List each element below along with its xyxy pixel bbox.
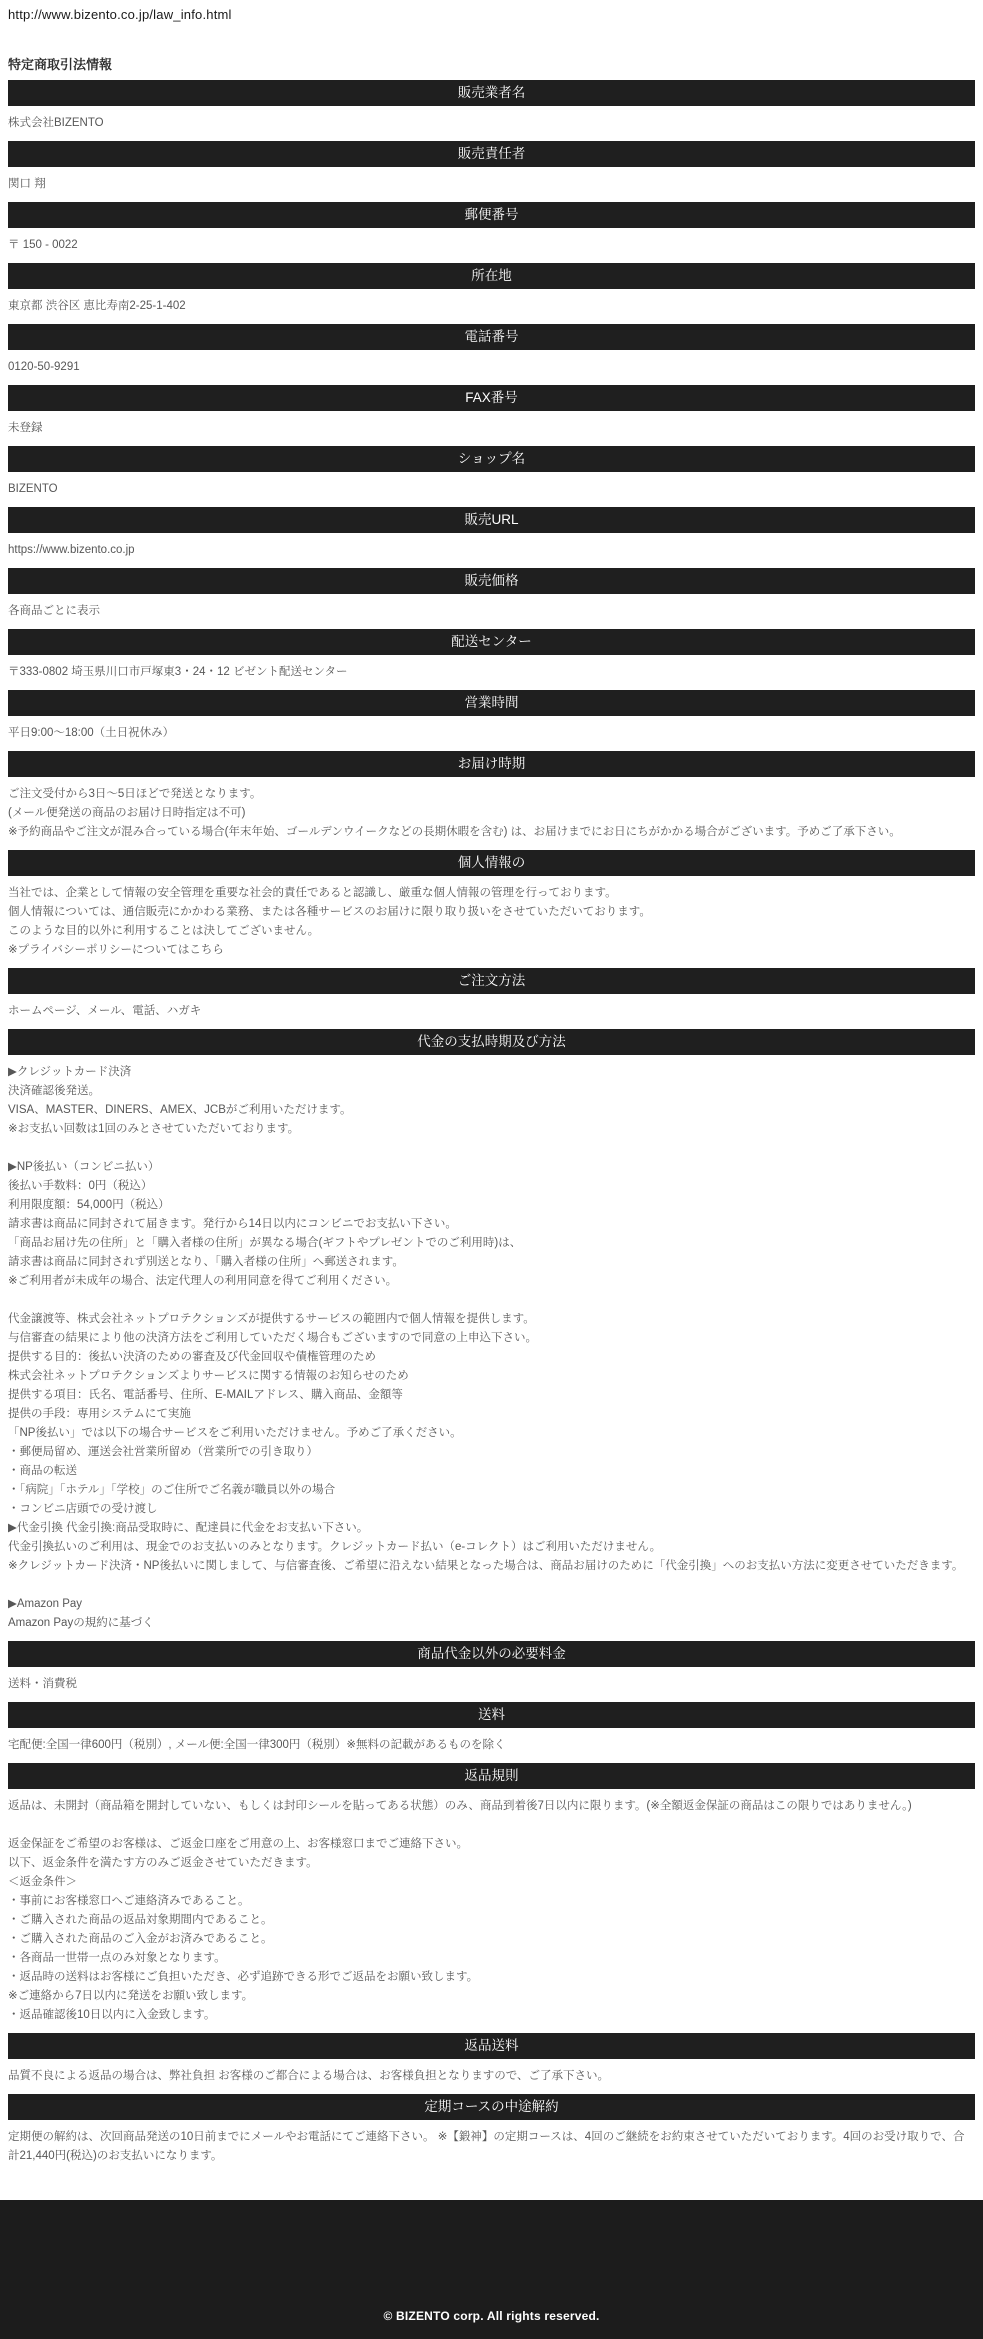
section-line: ・「病院」「ホテル」「学校」のご住所でご名義が職員以外の場合	[8, 1484, 336, 1496]
section-line	[8, 1576, 975, 1595]
section-line: 未登録	[8, 422, 43, 434]
section-body	[8, 419, 975, 438]
section-line: ホームページ、メール、電話、ハガキ	[8, 1005, 202, 1017]
section-header	[8, 324, 975, 350]
section-body	[8, 724, 975, 743]
section-line: 関口 翔	[8, 178, 46, 190]
section-header	[8, 446, 975, 472]
law-section	[0, 385, 983, 438]
section-header-label: FAX番号	[465, 390, 518, 405]
section-header-label: お届け時期	[457, 756, 526, 771]
section-line: 個人情報については、通信販売にかかわる業務、または各種サービスのお届けに限り取り扱いをさせていただいております。	[8, 906, 651, 918]
section-body	[8, 541, 975, 560]
section-line	[8, 1291, 975, 1310]
section-line: 利用限度額：54,000円（税込）	[8, 1199, 170, 1211]
section-line: ▶Amazon Pay	[8, 1598, 83, 1610]
section-line: ・ご購入された商品のご入金がお済みであること。	[8, 1933, 273, 1945]
section-body	[8, 1063, 975, 1633]
section-header-label: 所在地	[471, 268, 512, 283]
section-line	[8, 1139, 975, 1158]
section-line: ▶NP後払い（コンビニ払い）	[8, 1161, 160, 1173]
section-header-label: 配送センター	[451, 634, 532, 649]
section-line: ※プライバシーポリシーについてはこちら	[8, 944, 224, 956]
section-line: 返品は、未開封（商品箱を開封していない、もしくは封印シールを貼ってある状態）のみ、商品到着後7日以内に限ります。(※全額返金保証の商品はこの限りではありません。)	[8, 1800, 912, 1812]
law-section	[0, 568, 983, 621]
law-section	[0, 1702, 983, 1755]
law-section	[0, 507, 983, 560]
page-title: 特定商取引法情報	[8, 57, 113, 72]
section-header-label: 定期コースの中途解約	[424, 2099, 559, 2114]
section-body	[8, 663, 975, 682]
section-line: ※クレジットカード決済・NP後払いに関しまして、与信審査後、ご希望に沿えない結果となった場合は、商品お届けのために「代金引換」へのお支払い方法に変更させていただきます。	[8, 1560, 964, 1572]
section-line: 宅配便:全国一律600円（税別）, メール便:全国一律300円（税別）※無料の記載があるものを除く	[8, 1739, 506, 1751]
section-line: Amazon Payの規約に基づく	[8, 1617, 154, 1629]
section-line: 株式会社ネットプロテクションズよりサービスに関する情報のお知らせのため	[8, 1370, 409, 1382]
section-header	[8, 385, 975, 411]
law-section	[0, 80, 983, 133]
law-section	[0, 324, 983, 377]
section-line: このような目的以外に利用することは決してございません。	[8, 925, 320, 937]
section-line: 品質不良による返品の場合は、弊社負担 お客様のご都合による場合は、お客様負担となりますので、ご了承下さい。	[8, 2070, 609, 2082]
section-header-label: ショップ名	[457, 451, 526, 466]
section-body	[8, 2128, 975, 2166]
section-header	[8, 141, 975, 167]
section-line: 平日9:00～18:00（土日祝休み）	[8, 727, 175, 739]
section-header-label: 返品規則	[464, 1768, 519, 1783]
section-header-label: 郵便番号	[464, 207, 519, 222]
section-line: 〒333-0802 埼玉県川口市戸塚東3・24・12 ビゼント配送センター	[8, 666, 348, 678]
section-line: BIZENTO	[8, 483, 58, 495]
section-line: 請求書は商品に同封されず別送となり、「購入者様の住所」へ郵送されます。	[8, 1256, 404, 1268]
section-line: https://www.bizento.co.jp	[8, 544, 135, 556]
section-line: ※ご連絡から7日以内に発送をお願い致します。	[8, 1990, 254, 2002]
section-header-label: 商品代金以外の必要料金	[417, 1646, 566, 1661]
section-line: ・郵便局留め、運送会社営業所留め（営業所での引き取り）	[8, 1446, 319, 1458]
section-line: 決済確認後発送。	[8, 1085, 100, 1097]
section-body	[8, 602, 975, 621]
law-section	[0, 751, 983, 842]
section-line: ▶クレジットカード決済	[8, 1066, 132, 1078]
section-body	[8, 1797, 975, 2025]
copyright-text: © BIZENTO corp. All rights reserved.	[383, 2309, 600, 2323]
section-body	[8, 1002, 975, 1021]
section-header-label: ご注文方法	[457, 973, 526, 988]
footer	[0, 2200, 983, 2339]
section-line: ・返品確認後10日以内に入金致します。	[8, 2009, 216, 2021]
section-header-label: 販売責任者	[457, 146, 526, 161]
section-header-label: 送料	[478, 1707, 505, 1722]
law-section	[0, 850, 983, 960]
law-section	[0, 968, 983, 1021]
section-line: 〒 150 - 0022	[8, 239, 78, 251]
section-line: ※お支払い回数は1回のみとさせていただいております。	[8, 1123, 300, 1135]
section-line: 請求書は商品に同封されて届きます。発行から14日以内にコンビニでお支払い下さい。	[8, 1218, 457, 1230]
section-header	[8, 1702, 975, 1728]
section-line: 以下、返金条件を満たす方のみご返金させていただきます。	[8, 1857, 318, 1869]
section-header-label: 営業時間	[464, 695, 519, 710]
section-line: 株式会社BIZENTO	[8, 117, 104, 129]
section-header	[8, 263, 975, 289]
section-body	[8, 1736, 975, 1755]
section-body	[8, 480, 975, 499]
section-body	[8, 785, 975, 842]
section-body	[8, 175, 975, 194]
law-section	[0, 690, 983, 743]
section-line: ※予約商品やご注文が混み合っている場合(年末年始、ゴールデンウイークなどの長期休暇を含む) は、お届けまでにお日にちがかかる場合がございます。予めご了承下さい。	[8, 826, 901, 838]
section-header-label: 電話番号	[464, 329, 519, 344]
section-line: 「商品お届け先の住所」と「購入者様の住所」が異なる場合(ギフトやプレゼントでのご利用時)は、	[8, 1237, 522, 1249]
page-url: http://www.bizento.co.jp/law_info.html	[8, 7, 232, 22]
section-line: ▶代金引換 代金引換:商品受取時に、配達員に代金をお支払い下さい。	[8, 1522, 369, 1534]
law-section	[0, 141, 983, 194]
section-line: 「NP後払い」では以下の場合サービスをご利用いただけません。予めご了承ください。	[8, 1427, 462, 1439]
section-line: 各商品ごとに表示	[8, 605, 100, 617]
law-section	[0, 446, 983, 499]
section-header-label: 個人情報の	[457, 855, 526, 870]
sections-container	[0, 80, 983, 2166]
section-line: ＜返金条件＞	[8, 1876, 77, 1888]
section-line: 与信審査の結果により他の決済方法をご利用していただく場合もございますので同意の上申込下さい。	[8, 1332, 537, 1344]
section-header-label: 代金の支払時期及び方法	[417, 1034, 566, 1049]
law-section	[0, 629, 983, 682]
section-header	[8, 2094, 975, 2120]
law-section	[0, 2094, 983, 2166]
section-line: ・返品時の送料はお客様にご負担いただき、必ず追跡できる形でご返品をお願い致します。	[8, 1971, 479, 1983]
section-line: 0120-50-9291	[8, 361, 80, 373]
section-body	[8, 236, 975, 255]
law-section	[0, 1029, 983, 1633]
section-line: 代金譲渡等、株式会社ネットプロテクションズが提供するサービスの範囲内で個人情報を提供します。	[8, 1313, 535, 1325]
section-line: 返金保証をご希望のお客様は、ご返金口座をご用意の上、お客様窓口までご連絡下さい。	[8, 1838, 468, 1850]
section-line: ・事前にお客様窓口へご連絡済みであること。	[8, 1895, 250, 1907]
section-line: ・商品の転送	[8, 1465, 77, 1477]
law-section	[0, 202, 983, 255]
section-line: ・ご購入された商品の返品対象期間内であること。	[8, 1914, 273, 1926]
section-line: 提供の手段：専用システムにて実施	[8, 1408, 191, 1420]
section-line: ・各商品一世帯一点のみ対象となります。	[8, 1952, 226, 1964]
section-header	[8, 629, 975, 655]
section-line	[8, 1816, 975, 1835]
section-body	[8, 2067, 975, 2086]
section-line: (メール便発送の商品のお届け日時指定は不可)	[8, 807, 246, 819]
section-header	[8, 2033, 975, 2059]
section-body	[8, 1675, 975, 1694]
section-header	[8, 507, 975, 533]
section-line: 送料・消費税	[8, 1678, 77, 1690]
section-line: ご注文受付から3日～5日ほどで発送となります。	[8, 788, 262, 800]
section-body	[8, 114, 975, 133]
section-line: ・コンビニ店頭での受け渡し	[8, 1503, 158, 1515]
section-line: 提供する目的：後払い決済のための審査及び代金回収や債権管理のため	[8, 1351, 376, 1363]
section-header	[8, 80, 975, 106]
section-line: 定期便の解約は、次回商品発送の10日前までにメールやお電話にてご連絡下さい。 ※【鍛神】の定期コースは、4回のご継続をお約束させていただいております。4回のお受け取りで、合計21,440円(税込)のお支払いになります。	[8, 2131, 965, 2162]
section-line: ※ご利用者が未成年の場合、法定代理人の利用同意を得てご利用ください。	[8, 1275, 398, 1287]
section-header	[8, 1641, 975, 1667]
section-header	[8, 1763, 975, 1789]
law-section	[0, 2033, 983, 2086]
section-header-label: 販売価格	[464, 573, 519, 588]
section-body	[8, 358, 975, 377]
section-header	[8, 202, 975, 228]
section-line: 当社では、企業として情報の安全管理を重要な社会的責任であると認識し、厳重な個人情報の管理を行っております。	[8, 887, 617, 899]
section-header	[8, 751, 975, 777]
section-body	[8, 884, 975, 960]
law-section	[0, 263, 983, 316]
section-header	[8, 1029, 975, 1055]
section-header-label: 返品送料	[464, 2038, 519, 2053]
section-header-label: 販売URL	[464, 512, 519, 527]
section-line: 後払い手数料：0円（税込）	[8, 1180, 153, 1192]
section-body	[8, 297, 975, 316]
section-line: 東京都 渋谷区 恵比寿南2-25-1-402	[8, 300, 186, 312]
section-header	[8, 968, 975, 994]
section-header	[8, 690, 975, 716]
section-line: VISA、MASTER、DINERS、AMEX、JCBがご利用いただけます。	[8, 1104, 352, 1116]
section-header-label: 販売業者名	[457, 85, 526, 100]
section-header	[8, 568, 975, 594]
section-line: 代金引換払いのご利用は、現金でのお支払いのみとなります。クレジットカード払い（e-コレクト）はご利用いただけません。	[8, 1541, 662, 1553]
law-section	[0, 1763, 983, 2025]
law-section	[0, 1641, 983, 1694]
section-line: 提供する項目：氏名、電話番号、住所、E-MAILアドレス、購入商品、金額等	[8, 1389, 403, 1401]
section-header	[8, 850, 975, 876]
